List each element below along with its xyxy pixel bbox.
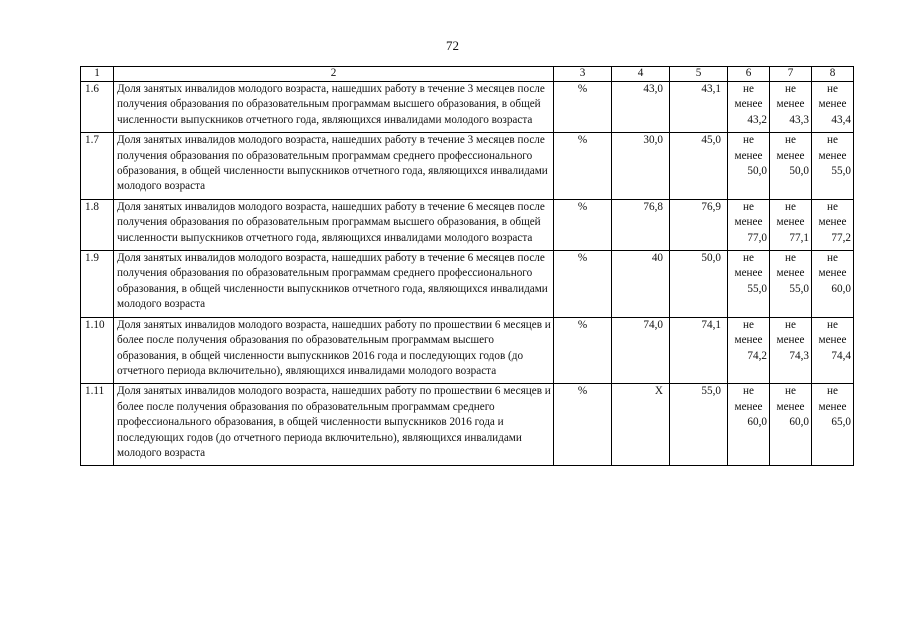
target-prefix: менее bbox=[776, 334, 805, 347]
unit-cell: % bbox=[554, 384, 612, 466]
target-prefix: не bbox=[785, 83, 796, 95]
target-cell bbox=[728, 133, 770, 200]
indicator-table bbox=[80, 66, 854, 466]
target-value: 77,2 bbox=[831, 231, 851, 244]
target-prefix: не bbox=[827, 134, 838, 147]
value-col4: 43,0 bbox=[612, 82, 670, 133]
indicator-description: Доля занятых инвалидов молодого возраста, нашедших работу по прошествии 6 месяцев и более после получения образования по образовательным программам среднего профессионального образования, в общей численности выпускников 2016 года и последующих годов (до отчетного периода включительно), являющихся инвалидами молодого возраста bbox=[114, 384, 554, 466]
row-number: 1.6 bbox=[81, 82, 114, 133]
value-col4: X bbox=[612, 384, 670, 466]
target-cell bbox=[770, 384, 812, 466]
value-col5: 50,0 bbox=[670, 251, 728, 318]
target-prefix: менее bbox=[776, 400, 805, 413]
target-cell bbox=[812, 133, 854, 200]
target-prefix: не bbox=[785, 252, 796, 265]
unit-cell: % bbox=[554, 251, 612, 318]
table-row bbox=[81, 82, 854, 133]
target-prefix: менее bbox=[734, 216, 763, 229]
target-cell bbox=[728, 82, 770, 133]
unit-cell: % bbox=[554, 82, 612, 133]
target-prefix: не bbox=[827, 385, 838, 398]
target-prefix: менее bbox=[818, 149, 847, 162]
value-col5: 74,1 bbox=[670, 317, 728, 384]
target-prefix: не bbox=[743, 134, 754, 147]
indicator-description: Доля занятых инвалидов молодого возраста, нашедших работу в течение 6 месяцев после получения образования по образовательным программам высшего образования, в общей численности выпускников отчетного года, являющихся инвалидами молодого возраста bbox=[114, 199, 554, 250]
value-col4: 74,0 bbox=[612, 317, 670, 384]
value-col5: 45,0 bbox=[670, 133, 728, 200]
column-header: 3 bbox=[554, 67, 612, 82]
target-cell bbox=[770, 251, 812, 318]
target-value: 55,0 bbox=[789, 282, 809, 295]
target-prefix: менее bbox=[818, 98, 847, 111]
target-prefix: не bbox=[743, 318, 754, 331]
target-prefix: не bbox=[743, 385, 754, 398]
indicator-description: Доля занятых инвалидов молодого возраста, нашедших работу в течение 3 месяцев после получения образования по образовательным программам среднего профессионального образования, в общей численности выпускников отчетного года, являющихся инвалидами молодого возраста bbox=[114, 133, 554, 200]
target-value: 60,0 bbox=[747, 416, 767, 429]
value-col5: 43,1 bbox=[670, 82, 728, 133]
target-value: 43,3 bbox=[789, 113, 809, 126]
indicator-description: Доля занятых инвалидов молодого возраста, нашедших работу в течение 6 месяцев после получения образования по образовательным программам среднего профессионального образования, в общей численности выпускников отчетного года, являющихся инвалидами молодого возраста bbox=[114, 251, 554, 318]
column-header: 2 bbox=[114, 67, 554, 82]
target-value: 43,4 bbox=[831, 113, 851, 126]
target-prefix: не bbox=[785, 134, 796, 147]
target-value: 77,0 bbox=[747, 231, 767, 244]
target-value: 55,0 bbox=[747, 282, 767, 295]
target-prefix: менее bbox=[734, 400, 763, 413]
target-prefix: менее bbox=[818, 267, 847, 280]
target-cell bbox=[812, 199, 854, 250]
target-value: 60,0 bbox=[789, 416, 809, 429]
target-value: 74,3 bbox=[789, 349, 809, 362]
target-prefix: не bbox=[743, 83, 754, 95]
target-prefix: не bbox=[827, 83, 838, 95]
target-prefix: не bbox=[827, 318, 838, 331]
target-value: 55,0 bbox=[831, 165, 851, 178]
target-cell bbox=[728, 384, 770, 466]
target-prefix: не bbox=[827, 252, 838, 265]
target-cell bbox=[812, 317, 854, 384]
row-number: 1.9 bbox=[81, 251, 114, 318]
value-col4: 76,8 bbox=[612, 199, 670, 250]
target-value: 60,0 bbox=[831, 282, 851, 295]
target-cell bbox=[812, 82, 854, 133]
target-cell bbox=[770, 317, 812, 384]
column-header: 8 bbox=[812, 67, 854, 82]
target-value: 50,0 bbox=[789, 165, 809, 178]
column-header: 5 bbox=[670, 67, 728, 82]
target-cell bbox=[770, 199, 812, 250]
target-prefix: менее bbox=[776, 267, 805, 280]
indicator-description: Доля занятых инвалидов молодого возраста, нашедших работу в течение 3 месяцев после получения образования по образовательным программам высшего образования, в общей численности выпускников отчетного года, являющихся инвалидами молодого возраста bbox=[114, 82, 554, 133]
value-col5: 55,0 bbox=[670, 384, 728, 466]
target-prefix: менее bbox=[734, 98, 763, 111]
table-row bbox=[81, 199, 854, 250]
column-header: 6 bbox=[728, 67, 770, 82]
unit-cell: % bbox=[554, 317, 612, 384]
value-col5: 76,9 bbox=[670, 199, 728, 250]
row-number: 1.10 bbox=[81, 317, 114, 384]
column-header: 4 bbox=[612, 67, 670, 82]
target-value: 74,4 bbox=[831, 349, 851, 362]
unit-cell: % bbox=[554, 133, 612, 200]
indicator-description: Доля занятых инвалидов молодого возраста, нашедших работу по прошествии 6 месяцев и более после получения образования по образовательным программам высшего образования, в общей численности выпускников 2016 года и последующих годов (до отчетного периода включительно), являющихся инвалидами молодого возраста bbox=[114, 317, 554, 384]
target-prefix: менее bbox=[818, 400, 847, 413]
table-header-row bbox=[81, 67, 854, 82]
value-col4: 30,0 bbox=[612, 133, 670, 200]
target-prefix: менее bbox=[776, 98, 805, 111]
table-row bbox=[81, 251, 854, 318]
target-value: 74,2 bbox=[747, 349, 767, 362]
row-number: 1.7 bbox=[81, 133, 114, 200]
table-row bbox=[81, 384, 854, 466]
table-row bbox=[81, 317, 854, 384]
row-number: 1.11 bbox=[81, 384, 114, 466]
column-header: 1 bbox=[81, 67, 114, 82]
target-cell bbox=[812, 251, 854, 318]
target-prefix: не bbox=[827, 200, 838, 213]
target-value: 77,1 bbox=[789, 231, 809, 244]
target-cell bbox=[728, 317, 770, 384]
table-row bbox=[81, 133, 854, 200]
target-prefix: менее bbox=[776, 216, 805, 229]
unit-cell: % bbox=[554, 199, 612, 250]
target-cell bbox=[812, 384, 854, 466]
target-prefix: менее bbox=[818, 334, 847, 347]
target-prefix: не bbox=[785, 318, 796, 331]
target-cell bbox=[770, 82, 812, 133]
page-number: 72 bbox=[446, 38, 459, 53]
target-cell bbox=[728, 251, 770, 318]
target-value: 50,0 bbox=[747, 165, 767, 178]
target-prefix: менее bbox=[734, 149, 763, 162]
target-prefix: не bbox=[743, 252, 754, 265]
target-prefix: не bbox=[785, 200, 796, 213]
target-cell bbox=[728, 199, 770, 250]
target-prefix: не bbox=[743, 200, 754, 213]
target-prefix: менее bbox=[818, 216, 847, 229]
target-prefix: менее bbox=[734, 334, 763, 347]
target-value: 65,0 bbox=[831, 416, 851, 429]
value-col4: 40 bbox=[612, 251, 670, 318]
column-header: 7 bbox=[770, 67, 812, 82]
target-cell bbox=[770, 133, 812, 200]
target-prefix: не bbox=[785, 385, 796, 398]
target-prefix: менее bbox=[734, 267, 763, 280]
row-number: 1.8 bbox=[81, 199, 114, 250]
target-value: 43,2 bbox=[747, 113, 767, 126]
target-prefix: менее bbox=[776, 149, 805, 162]
